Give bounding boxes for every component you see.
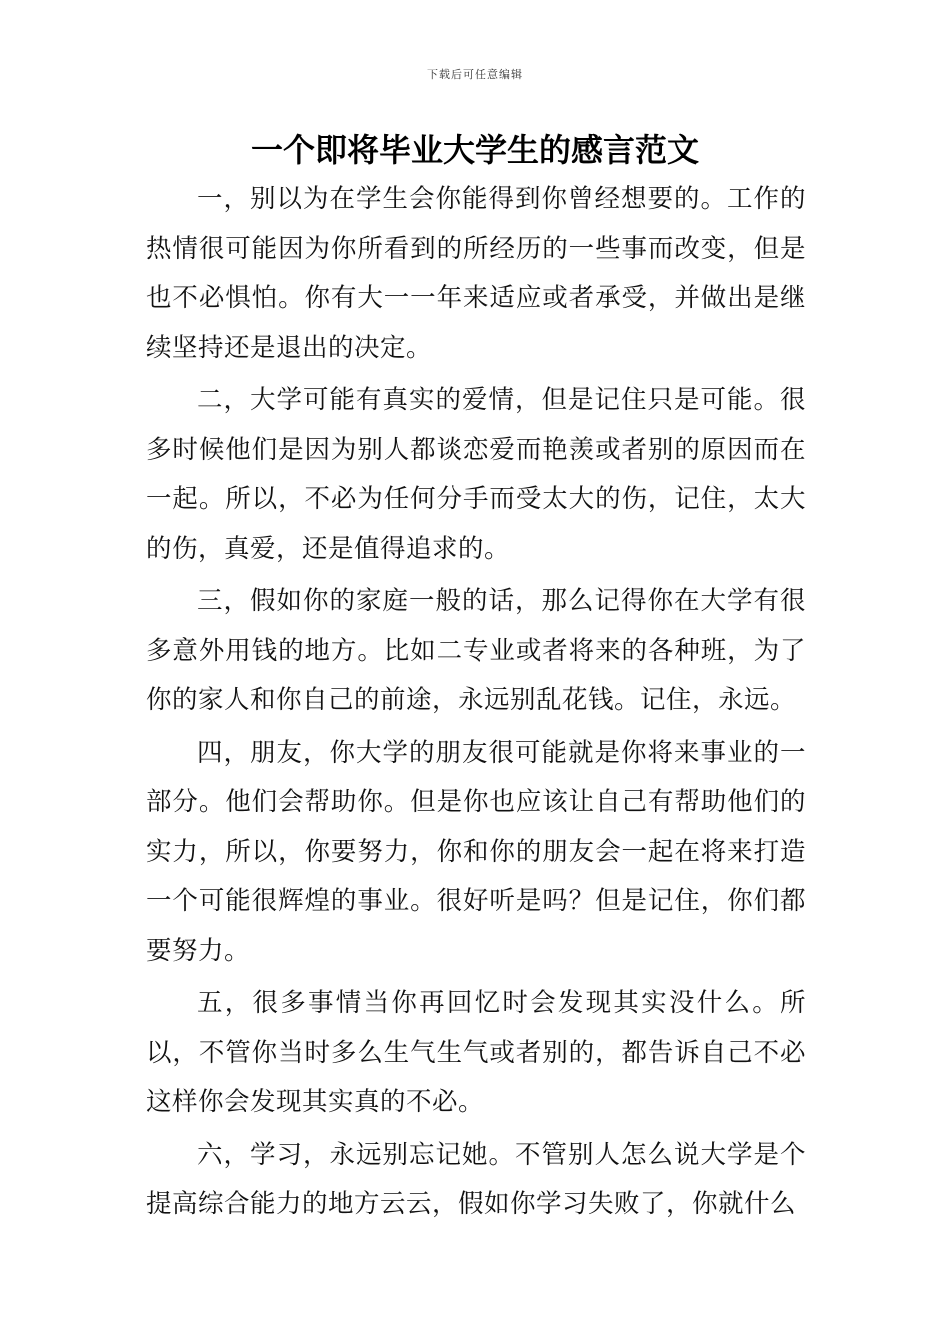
paragraph-2: 二，大学可能有真实的爱情，但是记住只是可能。很多时候他们是因为别人都谈恋爱而艳羡或者别的原因而在一起。所以，不必为任何分手而受太大的伤，记住，太大的伤，真爱，还是值得追求的。 (146, 385, 806, 564)
document-body (146, 175, 806, 1233)
paragraph-4: 四，朋友，你大学的朋友很可能就是你将来事业的一部分。他们会帮助你。但是你也应该让自己有帮助他们的实力，所以，你要努力，你和你的朋友会一起在将来打造一个可能很辉煌的事业。很好听是吗？但是记住，你们都要努力。 (146, 737, 806, 966)
paragraph-1: 一，别以为在学生会你能得到你曾经想要的。工作的热情很可能因为你所看到的所经历的一些事而改变，但是也不必惧怕。你有大一一年来适应或者承受，并做出是继续坚持还是退出的决定。 (146, 184, 806, 363)
document-title: 一个即将毕业大学生的感言范文 (250, 131, 699, 169)
paragraph-5: 五，很多事情当你再回忆时会发现其实没什么。所以，不管你当时多么生气生气或者别的，都告诉自己不必这样你会发现其实真的不必。 (146, 988, 806, 1117)
header-note: 下载后可任意编辑 (427, 68, 523, 81)
paragraph-3: 三，假如你的家庭一般的话，那么记得你在大学有很多意外用钱的地方。比如二专业或者将来的各种班，为了你的家人和你自己的前途，永远别乱花钱。记住，永远。 (146, 586, 806, 715)
paragraph-6: 六，学习，永远别忘记她。不管别人怎么说大学是个提高综合能力的地方云云，假如你学习失败了，你就什么 (146, 1139, 806, 1219)
